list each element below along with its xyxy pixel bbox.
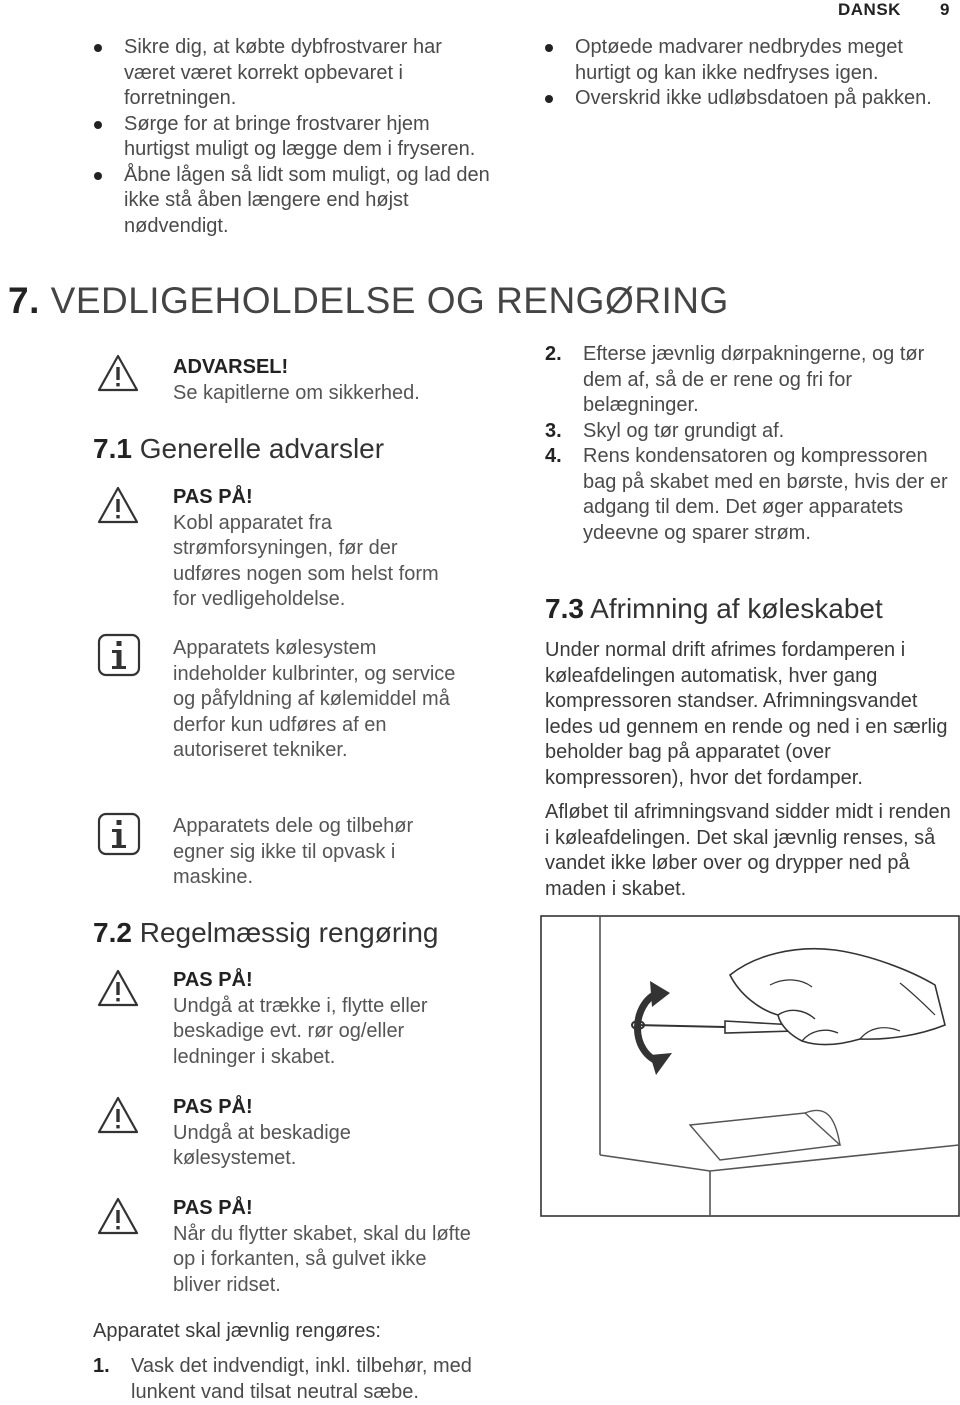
caution-block-4 xyxy=(173,1196,473,1298)
cleaning-drain-hole-illustration xyxy=(540,915,960,1217)
page-number: 9 xyxy=(940,0,950,19)
step-text: Efterse jævnlig dørpakningerne, og tør dem af, så de er rene og fri for belægninger. xyxy=(583,343,925,416)
info-text-2: Apparatets dele og tilbehør egner sig ikke til opvask i maskine. xyxy=(173,815,414,888)
section-heading xyxy=(8,279,729,323)
caution-text: Kobl apparatet fra strømforsyningen, før der udføres nogen som helst form for vedligeholdelse. xyxy=(173,511,439,610)
warning-block xyxy=(173,355,503,406)
list-item xyxy=(545,342,955,419)
section-number: 7. xyxy=(8,280,40,321)
subsection-7-3-heading xyxy=(545,592,883,626)
list-item: Sørge for at bringe frostvarer hjem hurtigst muligt og lægge dem i fryseren. xyxy=(94,112,494,163)
subsection-title: Regelmæssig rengøring xyxy=(139,917,439,948)
caution-label: PAS PÅ! xyxy=(173,969,253,991)
info-text-1: Apparatets kølesystem indeholder kulbrinter, og service og påfyldning af kølemiddel må derfor kun udføres af en autoriseret tekniker. xyxy=(173,637,456,761)
cleaning-steps-left xyxy=(93,1354,523,1405)
header-language: DANSK xyxy=(838,0,901,19)
info-icon xyxy=(97,812,141,856)
cleaning-intro: Apparatet skal jævnlig rengøres: xyxy=(93,1320,381,1342)
subsection-number: 7.2 xyxy=(93,917,132,948)
intro-left-list xyxy=(94,35,494,239)
caution-icon xyxy=(96,485,140,525)
subsection-number: 7.1 xyxy=(93,433,132,464)
caution-text: Undgå at trække i, flytte eller beskadige evt. rør og/eller ledninger i skabet. xyxy=(173,994,428,1068)
subsection-7-2-heading xyxy=(93,916,439,950)
step-text: Rens kondensatoren og kompressoren bag på skabet med en børste, hvis der er adgang til dem. Det øger apparatets ydeevne og sparer strøm. xyxy=(583,445,948,544)
list-item: Overskrid ikke udløbsdatoen på pakken. xyxy=(545,86,955,112)
warning-label: ADVARSEL! xyxy=(173,356,289,378)
list-item: Sikre dig, at købte dybfrostvarer har været været korrekt opbevaret i forretningen. xyxy=(94,35,494,112)
step-number: 4. xyxy=(545,445,562,467)
step-text: Skyl og tør grundigt af. xyxy=(583,419,785,442)
cleaning-steps-right xyxy=(545,342,955,546)
caution-text: Når du flytter skabet, skal du løfte op i forkanten, så gulvet ikke bliver ridset. xyxy=(173,1222,471,1296)
caution-label: PAS PÅ! xyxy=(173,486,253,508)
caution-icon xyxy=(96,968,140,1008)
caution-text: Undgå at beskadige kølesystemet. xyxy=(173,1121,351,1169)
list-item xyxy=(93,1354,523,1405)
caution-label: PAS PÅ! xyxy=(173,1096,253,1118)
info-icon xyxy=(97,633,141,677)
intro-right-list xyxy=(545,35,955,112)
defrost-paragraph-1: Under normal drift afrimes fordamperen i køleafdelingen automatisk, hver gang kompressoren standser. Afrimningsvandet ledes ud gennem en rende og ned i en særlig beholder bag på apparatet (over kompressoren), hvor det fordamper. xyxy=(545,639,948,789)
list-item xyxy=(545,419,955,445)
step-number: 3. xyxy=(545,419,562,442)
list-item: Optøede madvarer nedbrydes meget hurtigt og kan ikke nedfryses igen. xyxy=(545,35,955,86)
section-title: VEDLIGEHOLDELSE OG RENGØRING xyxy=(50,280,729,321)
subsection-number: 7.3 xyxy=(545,593,584,624)
caution-block-1 xyxy=(173,485,458,613)
step-number: 2. xyxy=(545,343,562,365)
warning-icon xyxy=(96,353,140,393)
warning-text: Se kapitlerne om sikkerhed. xyxy=(173,381,420,404)
subsection-title: Afrimning af køleskabet xyxy=(590,593,883,624)
caution-block-3 xyxy=(173,1095,413,1172)
list-item: Åbne lågen så lidt som muligt, og lad den ikke stå åben længere end højst nødvendigt. xyxy=(94,163,494,240)
step-number: 1. xyxy=(93,1355,110,1377)
step-text: Vask det indvendigt, inkl. tilbehør, med lunkent vand tilsat neutral sæbe. xyxy=(131,1355,472,1403)
subsection-7-1-heading xyxy=(93,432,384,466)
caution-block-2 xyxy=(173,968,473,1070)
list-item xyxy=(545,444,955,546)
caution-label: PAS PÅ! xyxy=(173,1197,253,1219)
caution-icon xyxy=(96,1095,140,1135)
defrost-paragraph-2: Afløbet til afrimningsvand sidder midt i renden i køleafdelingen. Det skal jævnlig renses, så vandet ikke løber over og drypper ned på maden i skabet. xyxy=(545,801,951,900)
caution-icon xyxy=(96,1196,140,1236)
subsection-title: Generelle advarsler xyxy=(139,433,385,464)
